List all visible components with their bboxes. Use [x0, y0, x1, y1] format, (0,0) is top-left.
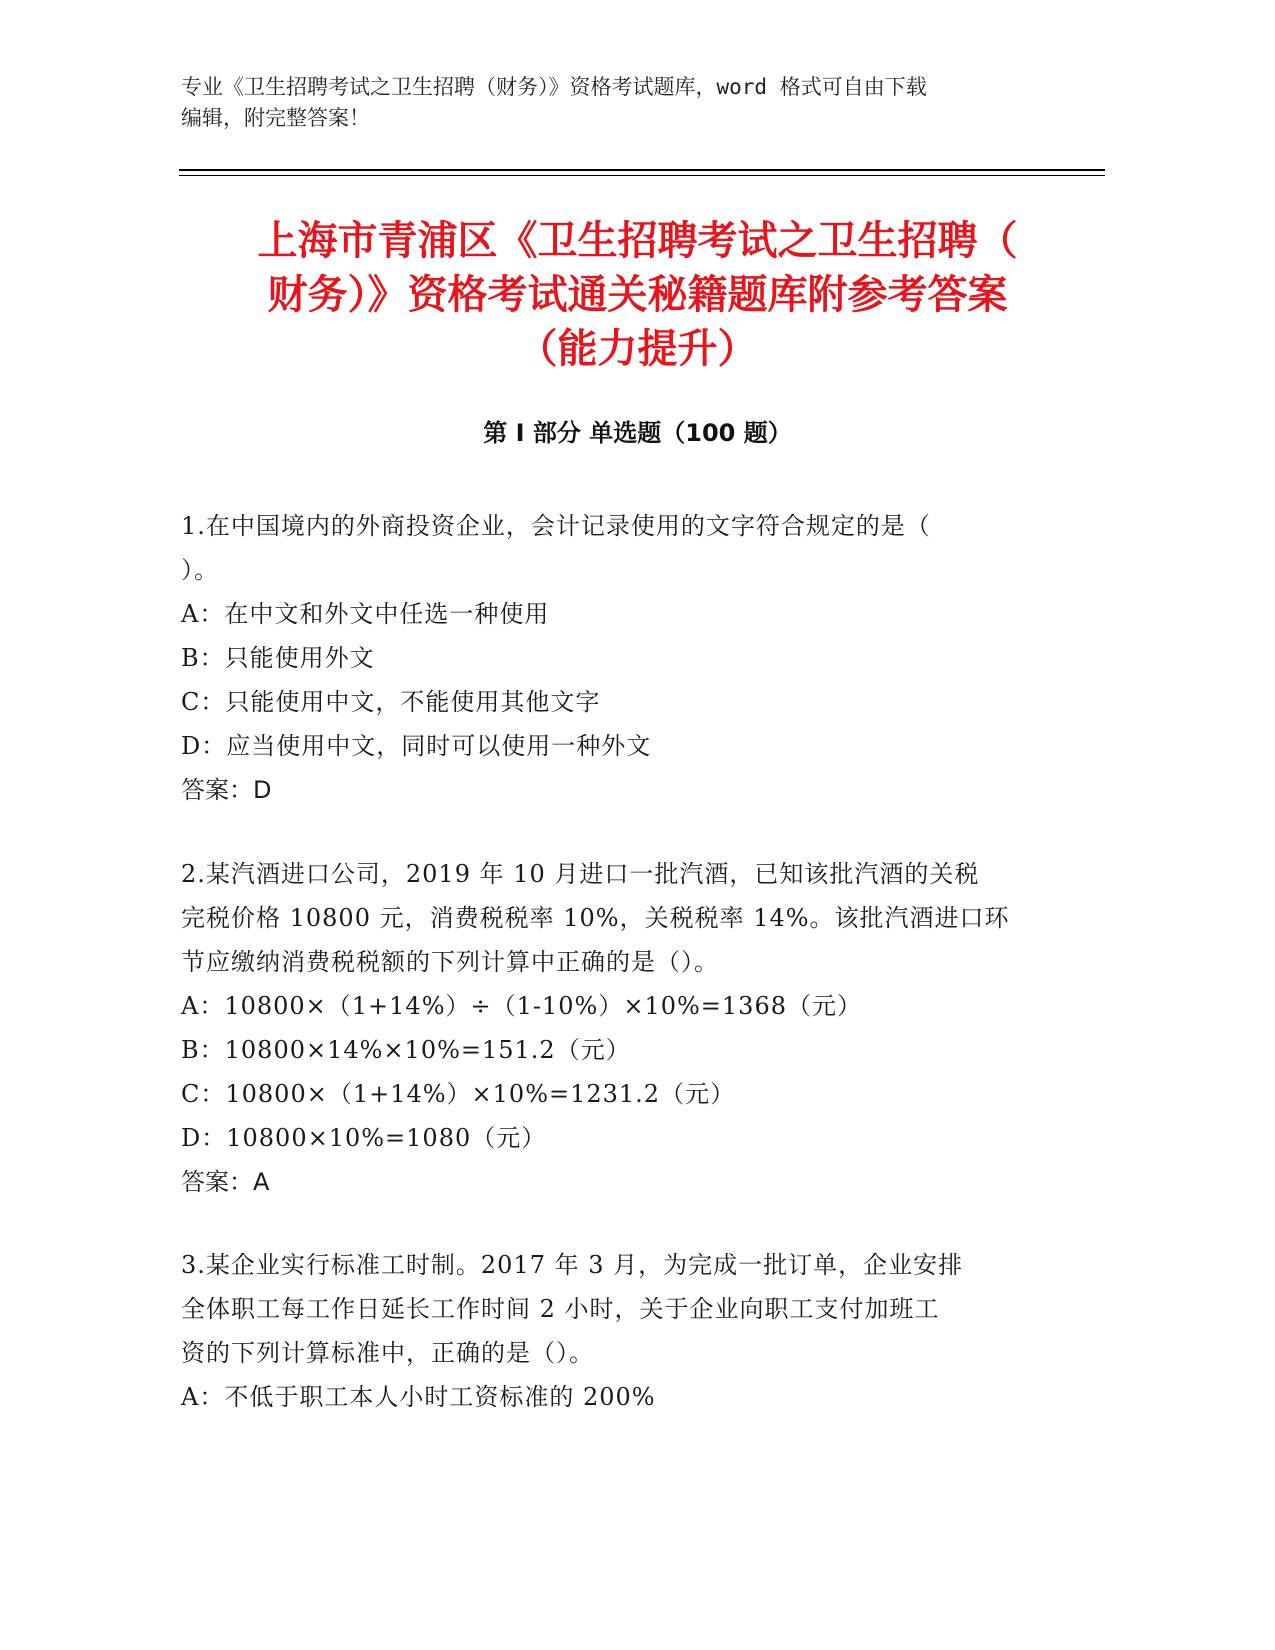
option-d: D：10800×10%=1080（元）: [181, 1124, 547, 1152]
question-3: [181, 1243, 1041, 1419]
answer-label: 答案：D: [181, 776, 272, 804]
question-stem-line: 3.某企业实行标准工时制。2017 年 3 月，为完成一批订单，企业安排: [181, 1251, 964, 1279]
option-c: C：只能使用中文，不能使用其他文字: [181, 688, 601, 716]
question-stem-line: 节应缴纳消费税税额的下列计算中正确的是（）。: [181, 948, 719, 976]
question-2: [181, 852, 1041, 1204]
question-1: [181, 504, 1041, 812]
question-stem-line: 完税价格 10800 元，消费税税率 10%，关税税率 14%。该批汽酒进口环: [181, 904, 1010, 932]
option-a: A：在中文和外文中任选一种使用: [181, 600, 550, 628]
question-stem-line: ）。: [181, 556, 219, 584]
question-stem-line: 2.某汽酒进口公司，2019 年 10 月进口一批汽酒，已知该批汽酒的关税: [181, 860, 980, 888]
header-note-line-2: 编辑，附完整答案！: [181, 106, 370, 130]
section-heading: 第 I 部分 单选题（100 题）: [483, 419, 792, 447]
document-title: [150, 214, 1125, 376]
question-stem-line: 1.在中国境内的外商投资企业，会计记录使用的文字符合规定的是（: [181, 512, 931, 540]
option-a: A：不低于职工本人小时工资标准的 200%: [181, 1383, 656, 1411]
question-stem-line: 全体职工每工作日延长工作时间 2 小时，关于企业向职工支付加班工: [181, 1295, 940, 1323]
option-d: D：应当使用中文，同时可以使用一种外文: [181, 732, 652, 760]
header-rule-thin: [179, 175, 1105, 176]
header-note: [181, 72, 1061, 134]
question-stem-line: 资的下列计算标准中，正确的是（）。: [181, 1339, 594, 1367]
option-b: B：只能使用外文: [181, 644, 375, 672]
document-title-line-2: 财务）》资格考试通关秘籍题库附参考答案: [267, 272, 1008, 318]
option-b: B：10800×14%×10%=151.2（元）: [181, 1036, 631, 1064]
option-a: A：10800×（1+14%）÷（1-10%）×10%=1368（元）: [181, 992, 862, 1020]
option-c: C：10800×（1+14%）×10%=1231.2（元）: [181, 1080, 736, 1108]
document-title-line-3: （能力提升）: [517, 326, 758, 372]
answer-label: 答案：A: [181, 1168, 270, 1196]
document-title-line-1: 上海市青浦区《卫生招聘考试之卫生招聘（: [257, 218, 1018, 264]
header-note-line-1: 专业《卫生招聘考试之卫生招聘（财务）》资格考试题库，word 格式可自由下载: [181, 75, 927, 99]
header-rule-thick: [179, 169, 1105, 171]
